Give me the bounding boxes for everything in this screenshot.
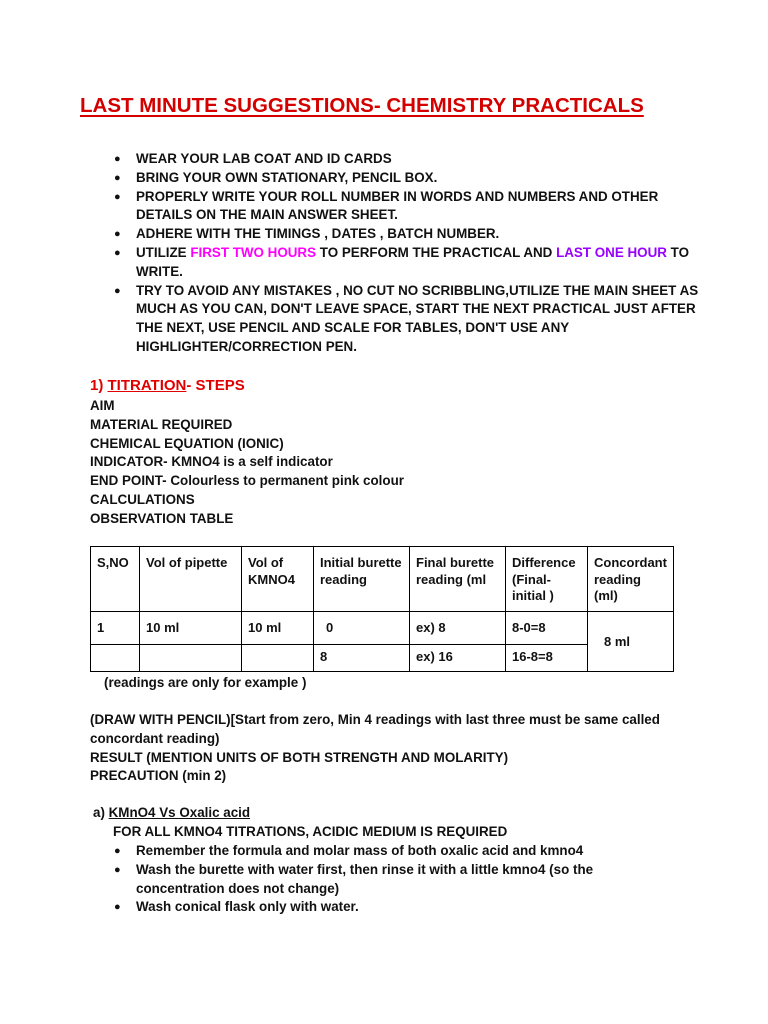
observation-table — [90, 546, 674, 672]
table-cell: ex) 8 — [410, 611, 506, 644]
table-cell — [91, 644, 140, 672]
list-item — [0, 169, 768, 188]
bullet-icon: ● — [114, 228, 121, 241]
highlight-first-two-hours: FIRST TWO HOURS — [190, 244, 317, 260]
column-header: Initial burette reading — [314, 547, 410, 612]
table-row — [91, 611, 674, 644]
section-suffix: - STEPS — [186, 377, 245, 394]
column-header: Vol of pipette — [140, 547, 242, 612]
precaution-line: PRECAUTION (min 2) — [90, 768, 227, 784]
result-line: RESULT (MENTION UNITS OF BOTH STRENGTH AND MOLARITY) — [90, 749, 509, 765]
medium-note: FOR ALL KMNO4 TITRATIONS, ACIDIC MEDIUM IS REQUIRED — [113, 824, 508, 839]
section-heading-titration — [90, 376, 245, 396]
column-header: Difference (Final-initial ) — [506, 547, 588, 612]
list-item — [0, 898, 768, 917]
bullet-icon: ● — [114, 284, 121, 297]
bullet-text: Wash the burette with water first, then rinse it with a little kmno4 (so the concentration does not change) — [136, 861, 594, 896]
bullet-icon: ● — [114, 845, 121, 857]
step-line: CALCULATIONS — [90, 491, 195, 507]
table-cell: 10 ml — [140, 611, 242, 644]
section-number: 1) — [90, 377, 108, 394]
table-cell: 8 — [314, 644, 410, 672]
highlight-last-one-hour: LAST ONE HOUR — [556, 244, 667, 260]
column-header: Concordant reading (ml) — [588, 547, 674, 612]
step-line: END POINT- Colourless to permanent pink colour — [90, 473, 404, 489]
step-line: OBSERVATION TABLE — [90, 510, 234, 526]
section-name: TITRATION — [107, 377, 187, 394]
example-note: (readings are only for example ) — [104, 675, 307, 690]
list-item — [0, 842, 768, 861]
subsection-prefix: a) — [93, 805, 109, 820]
table-header-row — [91, 547, 674, 612]
instruction-text: TO WRITE. — [136, 244, 690, 279]
list-item — [0, 282, 768, 357]
bullet-icon: ● — [114, 171, 121, 184]
titration-steps — [90, 397, 710, 529]
table-cell: ex) 16 — [410, 644, 506, 672]
draw-note: (DRAW WITH PENCIL)[Start from zero, Min 4 readings with last three must be same called concordant reading) — [90, 712, 660, 746]
bullet-icon: ● — [114, 901, 121, 914]
bullet-icon: ● — [114, 153, 121, 165]
table-cell — [140, 644, 242, 672]
subsection-name: KMnO4 Vs Oxalic acid — [108, 805, 251, 820]
instruction-list — [0, 150, 768, 357]
bullet-icon: ● — [114, 246, 121, 259]
instruction-text: UTILIZE — [136, 244, 191, 260]
table-cell: 0 — [314, 611, 410, 644]
step-line: AIM — [90, 398, 115, 413]
step-line: MATERIAL REQUIRED — [90, 416, 233, 432]
table-cell: 8-0=8 — [506, 611, 588, 644]
subsection-bullet-list — [0, 842, 768, 917]
instruction-text: WEAR YOUR LAB COAT AND ID CARDS — [136, 151, 392, 166]
column-header: Vol of KMNO4 — [242, 547, 314, 612]
list-item — [0, 188, 768, 226]
list-item — [0, 244, 768, 282]
bullet-text: Remember the formula and molar mass of both oxalic acid and kmno4 — [136, 843, 584, 858]
instruction-text: ADHERE WITH THE TIMINGS , DATES , BATCH NUMBER. — [136, 226, 500, 242]
table-row — [91, 644, 674, 672]
table-cell: 16-8=8 — [506, 644, 588, 672]
table-cell — [242, 644, 314, 672]
instruction-text: PROPERLY WRITE YOUR ROLL NUMBER IN WORDS AND NUMBERS AND OTHER DETAILS ON THE MAIN ANSWER SHEET. — [136, 188, 659, 223]
column-header: S,NO — [91, 547, 140, 612]
step-line: INDICATOR- KMNO4 is a self indicator — [90, 454, 333, 470]
table-cell: 10 ml — [242, 611, 314, 644]
column-header: Final burette reading (ml — [410, 547, 506, 612]
instruction-text: TRY TO AVOID ANY MISTAKES , NO CUT NO SCRIBBLING,UTILIZE THE MAIN SHEET AS MUCH AS YOU CAN, DON'T LEAVE SPACE, START THE NEXT PRACTICAL JUST AFTER THE NEXT, USE PENCIL AND SCALE FOR TABLES, DON'T USE ANY HIGHLIGHTER/CORRECTION PEN. — [136, 282, 699, 354]
step-line: CHEMICAL EQUATION (IONIC) — [90, 435, 284, 451]
document-title: LAST MINUTE SUGGESTIONS- CHEMISTRY PRACTICALS — [80, 94, 644, 117]
bullet-text: Wash conical flask only with water. — [136, 899, 359, 915]
table-cell: 1 — [91, 611, 140, 644]
list-item — [0, 225, 768, 244]
bullet-icon: ● — [114, 863, 121, 876]
instruction-text: TO PERFORM THE PRACTICAL AND — [316, 244, 557, 260]
instruction-text: BRING YOUR OWN STATIONARY, PENCIL BOX. — [136, 169, 438, 185]
notes-block — [90, 711, 720, 786]
list-item — [0, 150, 768, 169]
subsection-heading — [93, 804, 250, 823]
concordant-cell: 8 ml — [588, 611, 674, 672]
list-item — [0, 861, 768, 899]
bullet-icon: ● — [114, 190, 121, 203]
